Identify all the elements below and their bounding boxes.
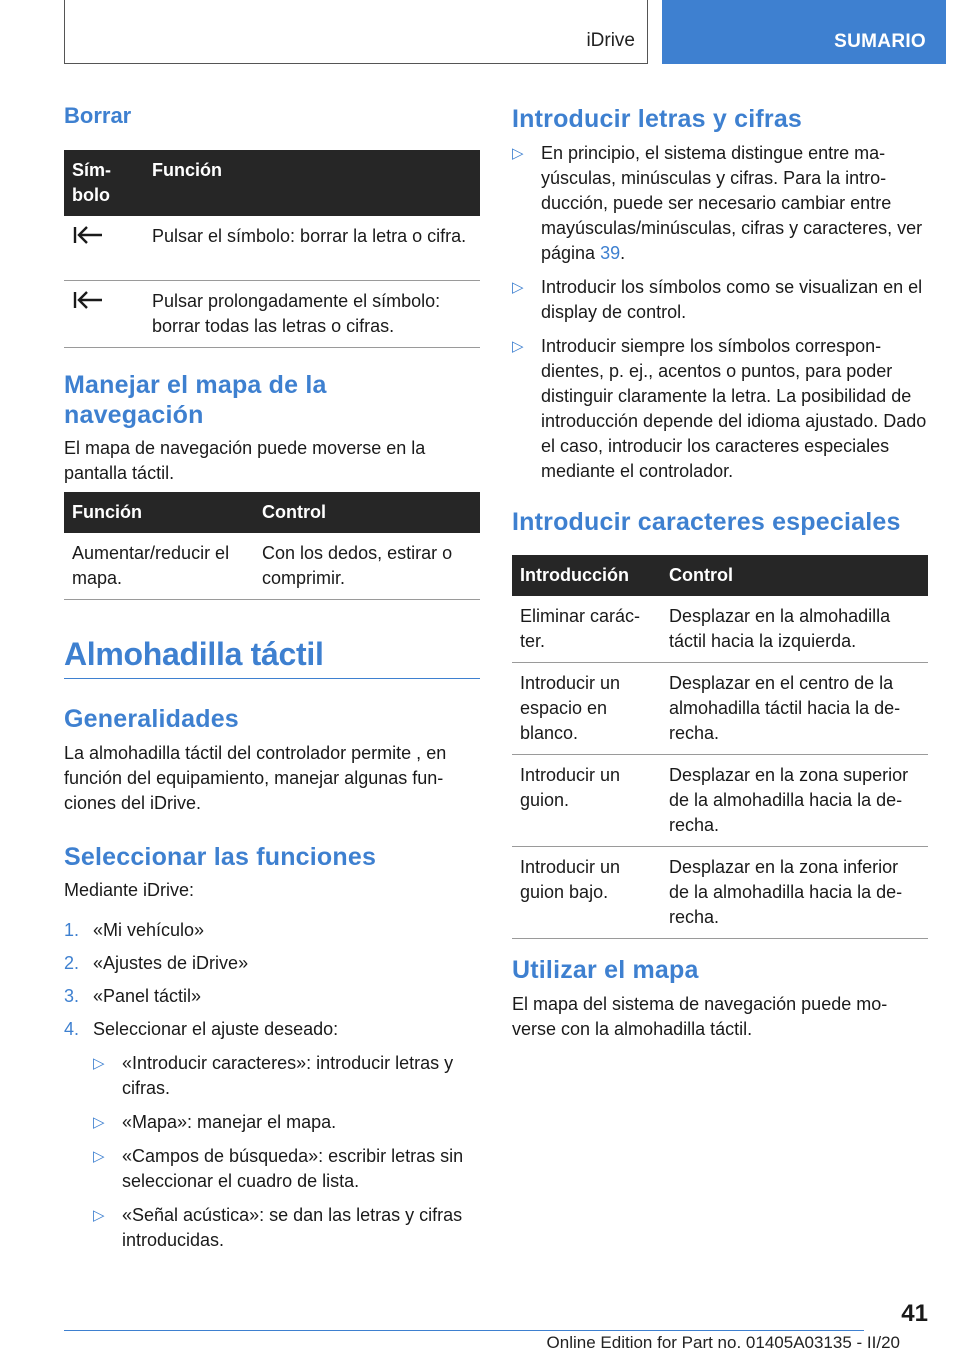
table-row <box>512 596 928 663</box>
list-item: ▷ «Señal acústica»: se dan las letras y cifras introducidas. <box>93 1205 463 1250</box>
table-row <box>512 663 928 755</box>
mapa-col-function: Función <box>64 492 254 533</box>
table-cell: Aumentar/reducir el mapa. <box>64 533 254 600</box>
triangle-bullet-icon: ▷ <box>512 145 524 162</box>
footer-edition: Online Edition for Part no. 01405A03135 - II/20 <box>546 1333 900 1352</box>
list-item: ▷ Introducir los símbolos como se visualizan en el display de control. <box>512 277 923 322</box>
borrar-table <box>64 150 480 348</box>
page-number: 41 <box>901 1300 928 1327</box>
footer-rule <box>64 1330 864 1331</box>
list-item: 2. «Ajustes de iDrive» <box>64 953 249 973</box>
table-row <box>512 847 928 939</box>
table-cell: Introducir un guion. <box>512 755 661 847</box>
seleccionar-intro: Mediante iDrive: <box>64 880 195 900</box>
utilizar-text: El mapa del sistema de navegación puede moverse con la almohadilla táctil. <box>512 994 888 1039</box>
triangle-bullet-icon: ▷ <box>93 1055 105 1072</box>
list-item: ▷ En principio, el sistema distingue entre mayúsculas, minúsculas y cifras. Para la introducción, puede ser necesario cambiar entre mayúsculas/minúsculas, cifras y caracteres, ver página 39. <box>512 143 923 263</box>
symbol-cell <box>64 280 144 347</box>
table-cell: Introducir un guion bajo. <box>512 847 661 939</box>
borrar-col-symbol: Símbolo <box>64 150 144 216</box>
mapa-table <box>64 492 480 600</box>
triangle-bullet-icon: ▷ <box>93 1114 105 1131</box>
section-rule <box>64 678 480 679</box>
mapa-text: El mapa de navegación puede moverse en la pantalla táctil. <box>64 438 426 483</box>
especiales-table <box>512 555 928 939</box>
list-item: ▷ «Introducir caracteres»: introducir letras y cifras. <box>93 1053 454 1098</box>
list-item: 1. «Mi vehículo» <box>64 920 205 940</box>
especiales-heading: Introducir caracteres especiales <box>512 508 901 536</box>
list-item: 4. Seleccionar el ajuste deseado: <box>64 1019 339 1039</box>
table-row <box>512 755 928 847</box>
table-cell: Desplazar en la zona superior de la almohadilla hacia la derecha. <box>661 755 928 847</box>
table-cell: Desplazar en la almohadilla táctil hacia la izquierda. <box>661 596 928 663</box>
table-cell: Desplazar en la zona inferior de la almohadilla hacia la derecha. <box>661 847 928 939</box>
borrar-heading: Borrar <box>64 103 132 128</box>
delete-left-icon <box>72 289 112 311</box>
triangle-bullet-icon: ▷ <box>93 1207 105 1224</box>
table-row <box>64 280 480 347</box>
table-row <box>64 533 480 600</box>
list-item: ▷ «Mapa»: manejar el mapa. <box>64 1110 480 1135</box>
function-cell: Pulsar el símbolo: borrar la letra o cifra. <box>144 216 480 280</box>
mapa-col-control: Control <box>254 492 480 533</box>
especiales-col-control: Control <box>661 555 928 596</box>
table-row <box>64 216 480 280</box>
especiales-col-input: Introducción <box>512 555 661 596</box>
borrar-col-function: Función <box>144 150 480 216</box>
header-section-label: iDrive <box>586 30 635 51</box>
utilizar-heading: Utilizar el mapa <box>512 956 699 984</box>
triangle-bullet-icon: ▷ <box>93 1148 105 1165</box>
function-cell: Pulsar prolongadamente el símbolo: borrar todas las letras o cifras. <box>144 280 480 347</box>
table-cell: Desplazar en el centro de la almohadilla táctil hacia la derecha. <box>661 663 928 755</box>
triangle-bullet-icon: ▷ <box>512 279 524 296</box>
mapa-heading: Manejar el mapa de la navegación <box>64 371 327 429</box>
table-cell: Con los dedos, estirar o comprimir. <box>254 533 480 600</box>
delete-left-icon <box>72 224 112 246</box>
triangle-bullet-icon: ▷ <box>512 338 524 355</box>
symbol-cell <box>64 216 144 280</box>
generalidades-text: La almohadilla táctil del controlador permite , en función del equipamiento, manejar algunas funciones del iDrive. <box>64 743 447 813</box>
seleccionar-heading: Seleccionar las funciones <box>64 843 377 871</box>
list-item: ▷ Introducir siempre los símbolos correspondientes, p. ej., acentos o puntos, para poder distinguir claramente la letra. La posibilidad de introducción depende del idioma ajustado. Dado el caso, introducir los caracteres especiales mediante el controlador. <box>512 336 927 481</box>
summary-tab[interactable] <box>662 0 946 64</box>
list-item: ▷ «Campos de búsqueda»: escribir letras sin seleccionar el cuadro de lista. <box>93 1146 464 1191</box>
summary-tab-label: SUMARIO <box>834 31 926 52</box>
list-item: 3. «Panel táctil» <box>64 986 202 1006</box>
table-cell: Introducir un espacio en blanco. <box>512 663 661 755</box>
steps-list <box>64 918 480 1253</box>
generalidades-heading: Generalidades <box>64 705 239 733</box>
letras-list <box>512 141 928 484</box>
letras-heading: Introducir letras y cifras <box>512 105 803 133</box>
header-section-box <box>64 0 648 64</box>
table-cell: Eliminar carácter. <box>512 596 661 663</box>
page-link[interactable]: 39 <box>600 243 621 263</box>
almohadilla-heading: Almohadilla táctil <box>64 636 324 672</box>
